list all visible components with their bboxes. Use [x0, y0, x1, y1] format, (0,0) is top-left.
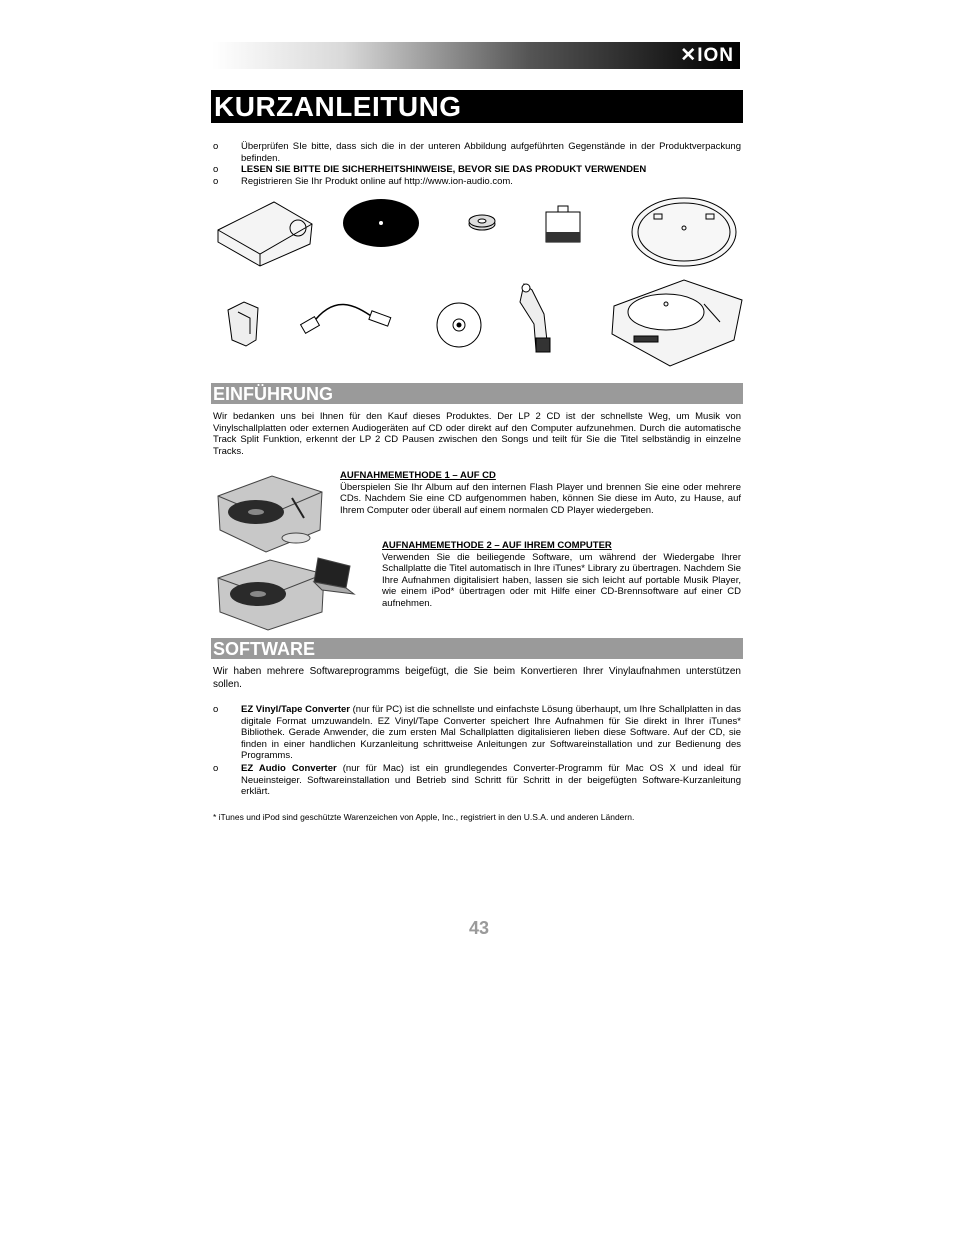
method-1-title: AUFNAHMEMETHODE 1 – AUF CD [340, 470, 496, 481]
intro-paragraph: Wir bedanken uns bei Ihnen für den Kauf dieses Produktes. Der LP 2 CD ist der schnellste Weg, um Musik von Vinylschallplatten oder externen Audiogeräten auf CD oder direkt auf den Computer aufzunehmen. Durch die automatische Track Split Funktion, erkennt der LP 2 CD Pausen zwischen den Songs und teilt für Sie die Titel selbständig in einzelne Tracks. [213, 411, 741, 457]
section-header-intro: EINFÜHRUNG [211, 383, 743, 404]
method-1-text: Überspielen Sie Ihr Album auf den internen Flash Player und brennen Sie eine oder mehrere CDs. Nachdem Sie eine CD aufgenommen haben, können Sie diese im Auto, zu Hause, auf Ihrem Computer oder überall auf einem normalen CD Player wiedergeben. [340, 481, 741, 516]
turntable-photo-cd [214, 472, 326, 554]
adapter-image [469, 215, 495, 230]
method-2-text: Verwenden Sie die beiliegende Software, um während der Wiedergabe Ihrer Schallplatte die Titel automatisch in Ihre iTunes* Library zu übertragen. Nachdem Sie Ihre Aufnahmen digitalisiert haben, lassen sie sich leicht auf portable Musik Player, wie einem iPod* übertragen oder mit Hilfe einer CD-Brennsoftware auf einer CD aufnehmen. [382, 551, 741, 609]
header-gradient-bar [212, 42, 740, 69]
dust-cover-image [218, 202, 312, 266]
software-name: EZ Audio Converter [241, 763, 337, 774]
page-number: 43 [468, 918, 490, 938]
software-paragraph: Wir haben mehrere Softwareprogramms beigefügt, die Sie beim Konvertieren Ihrer Vinylaufnahmen unterstützen sollen. [213, 666, 741, 690]
section-header-software: SOFTWARE [211, 638, 743, 659]
software-name: EZ Vinyl/Tape Converter [241, 704, 350, 715]
platter-image [632, 198, 736, 266]
turntable-image [612, 280, 742, 366]
method-1 [340, 470, 741, 516]
usb-cable-image [301, 304, 391, 333]
method-2 [382, 540, 741, 609]
packaging-contents-illustration [214, 194, 746, 374]
page-title: KURZANLEITUNG [214, 91, 462, 122]
method-2-title: AUFNAHMEMETHODE 2 – AUF IHREM COMPUTER [382, 540, 612, 551]
headshell-image [520, 284, 550, 352]
footnote: * iTunes und iPod sind geschützte Warenzeichen von Apple, Inc., registriert in den U.S.A. und anderen Ländern. [213, 812, 635, 822]
counterweight-image [228, 302, 258, 346]
turntable-photo-laptop [214, 554, 356, 632]
cartridge-image [546, 206, 580, 242]
ion-logo: ✕ION [680, 45, 734, 66]
cd-image [437, 303, 481, 347]
